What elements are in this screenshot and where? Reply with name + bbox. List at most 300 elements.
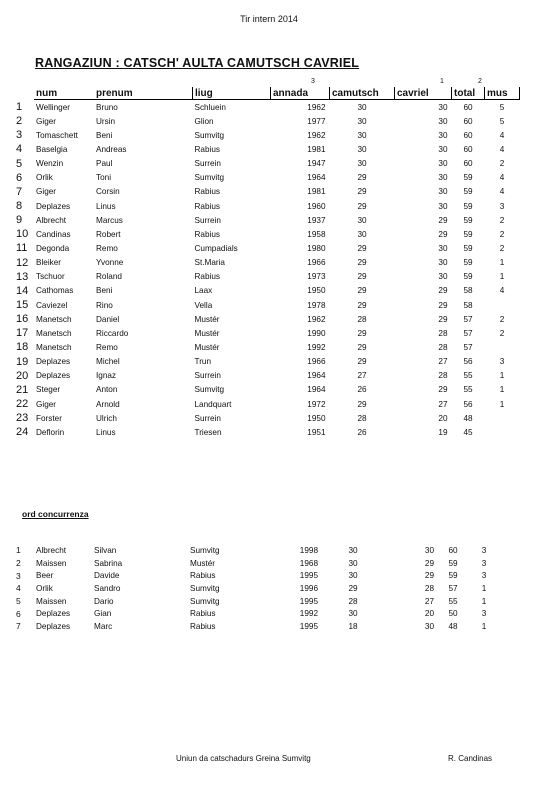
ranking-row <box>16 241 520 255</box>
cell-num: Manetsch <box>36 342 72 352</box>
cell-camutsch: 28 <box>357 314 367 324</box>
cell-rank: 9 <box>16 214 23 227</box>
cell-camutsch: 29 <box>357 399 367 409</box>
cell-total: 48 <box>463 413 473 423</box>
cell-num: Baselgia <box>36 144 68 154</box>
cell-num: Deflorin <box>36 427 65 437</box>
cell-mus <box>485 298 520 312</box>
cell-mus: 2 <box>499 229 505 239</box>
cell-prenum: Linus <box>96 201 116 211</box>
ranking-row <box>16 355 520 369</box>
cell-liug: St.Maria <box>194 258 225 268</box>
cell-num: Maissen <box>36 596 67 606</box>
cell-mus: 2 <box>499 314 505 324</box>
header-prenum: prenum <box>94 87 193 100</box>
cell-annada: 1964 <box>307 173 326 183</box>
cell-total: 60 <box>463 144 473 154</box>
ranking-row <box>16 284 520 298</box>
superscript-total: 1 <box>440 78 444 85</box>
cell-rank: 15 <box>16 299 29 312</box>
cell-annada: 1992 <box>299 609 318 619</box>
cell-camutsch: 29 <box>357 286 367 296</box>
cell-liug: Rabius <box>194 144 220 154</box>
cell-camutsch: 28 <box>348 596 358 606</box>
cell-rank: 7 <box>16 621 21 632</box>
concurrenza-title: ord concurrenza <box>22 509 89 519</box>
cell-liug: Rabius <box>194 201 220 211</box>
cell-cavriel: 30 <box>438 272 448 282</box>
cell-cavriel: 19 <box>438 427 448 437</box>
ranking-table <box>16 87 520 439</box>
cell-liug: Cumpadials <box>194 243 238 253</box>
cell-camutsch: 29 <box>357 258 367 268</box>
cell-rank: 2 <box>16 558 21 569</box>
cell-cavriel: 20 <box>424 609 434 619</box>
cell-prenum: Arnold <box>96 399 120 409</box>
cell-prenum: Ulrich <box>96 413 117 423</box>
cell-total: 56 <box>463 357 473 367</box>
cell-camutsch: 29 <box>348 583 358 593</box>
cell-camutsch: 28 <box>357 413 367 423</box>
cell-num: Wellinger <box>36 102 70 112</box>
cell-camutsch: 29 <box>357 201 367 211</box>
cell-prenum: Remo <box>96 342 118 352</box>
cell-rank: 14 <box>16 284 29 297</box>
cell-num: Manetsch <box>36 328 72 338</box>
cell-mus: 4 <box>499 130 505 140</box>
cell-mus: 4 <box>499 286 505 296</box>
cell-annada: 1990 <box>307 328 326 338</box>
cell-rank: 7 <box>16 185 23 198</box>
ranking-body <box>16 100 520 440</box>
cell-prenum: Ignaz <box>96 371 117 381</box>
cell-annada: 1992 <box>307 342 326 352</box>
cell-cavriel: 30 <box>438 258 448 268</box>
cell-total: 59 <box>463 229 473 239</box>
cell-num: Albrecht <box>36 545 67 555</box>
cell-mus: 3 <box>481 609 487 619</box>
cell-annada: 1995 <box>299 621 318 631</box>
cell-prenum: Paul <box>96 159 113 169</box>
cell-camutsch: 29 <box>357 328 367 338</box>
ranking-row <box>16 100 520 115</box>
cell-num: Maissen <box>36 558 67 568</box>
header-rank-spacer <box>16 87 34 100</box>
cell-liug: Sumvitg <box>194 385 225 395</box>
ranking-row <box>16 227 520 241</box>
cell-mus: 2 <box>499 328 505 338</box>
ranking-header-row <box>16 87 520 100</box>
cell-rank: 8 <box>16 200 23 213</box>
cell-total: 59 <box>463 187 473 197</box>
cell-num: Orlik <box>36 583 53 593</box>
cell-liug: Rabius <box>190 571 216 581</box>
ranking-row <box>16 326 520 340</box>
cell-annada: 1978 <box>307 300 326 310</box>
cell-cavriel: 28 <box>438 371 448 381</box>
cell-prenum: Beni <box>96 286 113 296</box>
cell-rank: 21 <box>16 383 29 396</box>
header-mus: mus <box>485 87 520 100</box>
cell-prenum: Corsin <box>96 187 120 197</box>
cell-mus <box>485 411 520 425</box>
concurrenza-row <box>16 557 500 570</box>
ranking-row <box>16 383 520 397</box>
cell-total: 60 <box>463 130 473 140</box>
cell-total: 55 <box>463 371 473 381</box>
cell-liug: Surrein <box>194 371 221 381</box>
cell-prenum: Remo <box>96 243 118 253</box>
cell-cavriel: 30 <box>438 243 448 253</box>
cell-prenum: Anton <box>96 385 118 395</box>
cell-liug: Vella <box>194 300 213 310</box>
ranking-row <box>16 157 520 171</box>
cell-rank: 20 <box>16 369 29 382</box>
header-total: total <box>452 87 485 100</box>
cell-prenum: Sandro <box>94 583 121 593</box>
cell-mus: 2 <box>499 159 505 169</box>
concurrenza-row <box>16 582 500 595</box>
header-camutsch: camutsch <box>330 87 395 100</box>
cell-total: 58 <box>463 286 473 296</box>
cell-camutsch: 30 <box>348 609 358 619</box>
cell-prenum: Davide <box>94 571 120 581</box>
cell-annada: 1950 <box>307 286 326 296</box>
cell-camutsch: 30 <box>357 102 367 112</box>
cell-prenum: Rino <box>96 300 113 310</box>
cell-cavriel: 29 <box>438 385 448 395</box>
cell-liug: Sumvitg <box>194 130 225 140</box>
ranking-row <box>16 270 520 284</box>
cell-prenum: Bruno <box>96 102 118 112</box>
cell-rank: 3 <box>16 570 21 581</box>
cell-total: 45 <box>463 427 473 437</box>
ranking-row <box>16 128 520 142</box>
cell-num: Deplazes <box>36 201 71 211</box>
cell-cavriel: 30 <box>438 187 448 197</box>
cell-rank: 6 <box>16 608 21 619</box>
cell-rank: 22 <box>16 398 29 411</box>
page-title: RANGAZIUN : CATSCH' AULTA CAMUTSCH CAVRIEL <box>35 56 360 70</box>
cell-mus: 3 <box>499 201 505 211</box>
concurrenza-table <box>16 544 500 633</box>
cell-num: Deplazes <box>36 609 71 619</box>
footer-author: R. Candinas <box>448 754 493 763</box>
cell-mus: 3 <box>499 357 505 367</box>
cell-liug: Sumvitg <box>194 173 225 183</box>
cell-camutsch: 29 <box>357 173 367 183</box>
cell-num: Giger <box>36 399 57 409</box>
cell-rank: 17 <box>16 327 29 340</box>
cell-prenum: Dario <box>94 596 114 606</box>
cell-num: Beer <box>36 571 54 581</box>
cell-annada: 1973 <box>307 272 326 282</box>
cell-cavriel: 30 <box>424 621 434 631</box>
cell-cavriel: 29 <box>438 215 448 225</box>
ranking-row <box>16 425 520 439</box>
cell-camutsch: 30 <box>357 130 367 140</box>
cell-cavriel: 27 <box>424 596 434 606</box>
cell-mus: 1 <box>499 272 505 282</box>
cell-prenum: Michel <box>96 357 120 367</box>
cell-liug: Rabius <box>194 272 220 282</box>
cell-annada: 1962 <box>307 102 326 112</box>
cell-mus: 3 <box>481 558 487 568</box>
cell-total: 57 <box>448 583 458 593</box>
cell-liug: Sumvitg <box>190 596 220 606</box>
cell-rank: 10 <box>16 228 29 241</box>
cell-liug: Triesen <box>194 427 222 437</box>
cell-prenum: Daniel <box>96 314 120 324</box>
cell-prenum: Yvonne <box>96 258 124 268</box>
cell-mus: 5 <box>499 102 505 112</box>
cell-mus: 1 <box>499 399 505 409</box>
cell-mus: 5 <box>499 116 505 126</box>
cell-cavriel: 28 <box>424 583 434 593</box>
ranking-row <box>16 185 520 199</box>
cell-rank: 1 <box>16 100 23 113</box>
cell-cavriel: 20 <box>438 413 448 423</box>
cell-cavriel: 30 <box>438 116 448 126</box>
cell-annada: 1996 <box>299 583 318 593</box>
cell-liug: Mustér <box>194 328 220 338</box>
cell-mus: 1 <box>481 583 487 593</box>
cell-annada: 1950 <box>307 413 326 423</box>
cell-camutsch: 29 <box>357 187 367 197</box>
cell-cavriel: 29 <box>424 558 434 568</box>
ranking-row <box>16 369 520 383</box>
cell-prenum: Gian <box>94 609 112 619</box>
cell-liug: Schluein <box>194 102 226 112</box>
cell-num: Giger <box>36 187 57 197</box>
cell-total: 57 <box>463 328 473 338</box>
cell-camutsch: 29 <box>357 243 367 253</box>
cell-prenum: Silvan <box>94 545 117 555</box>
cell-rank: 23 <box>16 412 29 425</box>
superscript-mus: 2 <box>478 78 482 85</box>
cell-total: 59 <box>463 272 473 282</box>
cell-num: Albrecht <box>36 215 67 225</box>
cell-prenum: Sabrina <box>94 558 123 568</box>
ranking-row <box>16 213 520 227</box>
cell-liug: Trun <box>194 357 212 367</box>
cell-liug: Mustér <box>194 342 220 352</box>
cell-cavriel: 28 <box>438 328 448 338</box>
cell-total: 59 <box>448 558 458 568</box>
cell-cavriel: 30 <box>438 102 448 112</box>
cell-mus <box>485 340 520 354</box>
cell-camutsch: 26 <box>357 385 367 395</box>
cell-mus: 4 <box>499 173 505 183</box>
cell-num: Bleiker <box>36 258 62 268</box>
concurrenza-row <box>16 595 500 608</box>
cell-liug: Rabius <box>194 229 220 239</box>
cell-cavriel: 29 <box>438 286 448 296</box>
ranking-row <box>16 411 520 425</box>
ranking-row <box>16 114 520 128</box>
cell-annada: 1962 <box>307 314 326 324</box>
cell-num: Tomaschett <box>36 130 78 140</box>
cell-liug: Surrein <box>194 215 221 225</box>
cell-total: 55 <box>448 596 458 606</box>
cell-liug: Rabius <box>190 609 216 619</box>
concurrenza-row <box>16 544 500 557</box>
cell-total: 57 <box>463 342 473 352</box>
cell-total: 59 <box>448 571 458 581</box>
cell-camutsch: 27 <box>357 371 367 381</box>
ranking-row <box>16 171 520 185</box>
cell-prenum: Beni <box>96 130 113 140</box>
cell-mus: 1 <box>499 371 505 381</box>
cell-annada: 1966 <box>307 357 326 367</box>
cell-annada: 1981 <box>307 144 326 154</box>
ranking-row <box>16 397 520 411</box>
cell-num: Orlik <box>36 173 53 183</box>
footer-club: Uniun da catschadurs Greina Sumvitg <box>176 754 311 763</box>
cell-mus <box>485 425 520 439</box>
cell-camutsch: 29 <box>357 300 367 310</box>
cell-cavriel: 29 <box>438 300 448 310</box>
cell-annada: 1981 <box>307 187 326 197</box>
cell-cavriel: 29 <box>438 229 448 239</box>
cell-mus: 3 <box>481 571 487 581</box>
cell-annada: 1995 <box>299 596 318 606</box>
cell-camutsch: 30 <box>357 159 367 169</box>
cell-prenum: Marcus <box>96 215 123 225</box>
concurrenza-row <box>16 569 500 582</box>
cell-prenum: Andreas <box>96 144 127 154</box>
cell-num: Deplazes <box>36 371 71 381</box>
cell-num: Degonda <box>36 243 70 253</box>
cell-rank: 4 <box>16 143 23 156</box>
cell-rank: 16 <box>16 313 29 326</box>
cell-liug: Mustér <box>190 558 216 568</box>
cell-liug: Sumvitg <box>190 545 220 555</box>
header-num: num <box>34 87 94 100</box>
concurrenza-row <box>16 620 500 633</box>
cell-annada: 1998 <box>299 545 318 555</box>
cell-camutsch: 30 <box>348 571 358 581</box>
ranking-row <box>16 199 520 213</box>
cell-mus: 1 <box>481 596 487 606</box>
cell-camutsch: 30 <box>348 558 358 568</box>
cell-annada: 1968 <box>299 558 318 568</box>
cell-rank: 11 <box>16 242 28 255</box>
header-annada: annada <box>271 87 330 100</box>
cell-rank: 13 <box>16 270 29 283</box>
cell-num: Forster <box>36 413 62 423</box>
cell-total: 56 <box>463 399 473 409</box>
cell-num: Cathomas <box>36 286 74 296</box>
cell-camutsch: 30 <box>357 144 367 154</box>
cell-rank: 19 <box>16 355 29 368</box>
cell-prenum: Robert <box>96 229 121 239</box>
cell-prenum: Marc <box>94 621 113 631</box>
cell-total: 59 <box>463 215 473 225</box>
cell-mus: 3 <box>481 545 487 555</box>
cell-total: 48 <box>448 621 458 631</box>
cell-prenum: Riccardo <box>96 328 129 338</box>
header-liug: liug <box>193 87 271 100</box>
cell-total: 60 <box>463 102 473 112</box>
cell-num: Candinas <box>36 229 71 239</box>
cell-camutsch: 30 <box>348 545 358 555</box>
cell-camutsch: 26 <box>357 427 367 437</box>
cell-annada: 1966 <box>307 258 326 268</box>
cell-rank: 5 <box>16 596 21 607</box>
cell-rank: 12 <box>16 256 29 269</box>
cell-liug: Rabius <box>190 621 216 631</box>
cell-total: 55 <box>463 385 473 395</box>
cell-annada: 1995 <box>299 571 318 581</box>
cell-prenum: Toni <box>96 173 112 183</box>
cell-annada: 1958 <box>307 229 326 239</box>
cell-num: Steger <box>36 385 61 395</box>
cell-cavriel: 30 <box>438 201 448 211</box>
cell-camutsch: 29 <box>357 342 367 352</box>
cell-total: 59 <box>463 173 473 183</box>
cell-mus: 1 <box>481 621 487 631</box>
cell-cavriel: 28 <box>438 342 448 352</box>
ranking-row <box>16 256 520 270</box>
cell-cavriel: 27 <box>438 357 448 367</box>
cell-num: Caviezel <box>36 300 68 310</box>
cell-liug: Glion <box>194 116 214 126</box>
cell-annada: 1937 <box>307 215 326 225</box>
cell-annada: 1962 <box>307 130 326 140</box>
cell-rank: 4 <box>16 583 21 594</box>
concurrenza-row <box>16 607 500 620</box>
cell-cavriel: 30 <box>438 159 448 169</box>
ranking-row <box>16 312 520 326</box>
cell-total: 60 <box>448 545 458 555</box>
cell-rank: 24 <box>16 426 29 439</box>
cell-cavriel: 30 <box>424 545 434 555</box>
cell-annada: 1964 <box>307 385 326 395</box>
header-cavriel: cavriel <box>395 87 452 100</box>
cell-num: Tschuor <box>36 272 65 282</box>
document-header: Tir intern 2014 <box>240 14 298 24</box>
cell-annada: 1977 <box>307 116 326 126</box>
cell-total: 60 <box>463 116 473 126</box>
cell-annada: 1947 <box>307 159 326 169</box>
cell-rank: 5 <box>16 157 23 170</box>
cell-camutsch: 29 <box>357 357 367 367</box>
cell-prenum: Linus <box>96 427 116 437</box>
superscript-annada: 3 <box>311 78 315 85</box>
ranking-row <box>16 298 520 312</box>
cell-rank: 2 <box>16 115 23 128</box>
concurrenza-body <box>16 544 500 633</box>
cell-camutsch: 18 <box>348 621 358 631</box>
cell-total: 50 <box>448 609 458 619</box>
cell-liug: Sumvitg <box>190 583 220 593</box>
cell-mus: 4 <box>499 144 505 154</box>
cell-num: Manetsch <box>36 314 72 324</box>
ranking-row <box>16 142 520 156</box>
cell-mus: 4 <box>499 187 505 197</box>
cell-camutsch: 30 <box>357 116 367 126</box>
cell-rank: 1 <box>16 545 21 556</box>
cell-liug: Surrein <box>194 159 221 169</box>
cell-total: 58 <box>463 300 473 310</box>
cell-camutsch: 30 <box>357 215 367 225</box>
cell-liug: Landquart <box>194 399 232 409</box>
cell-cavriel: 27 <box>438 399 448 409</box>
cell-rank: 3 <box>16 129 23 142</box>
cell-cavriel: 30 <box>438 173 448 183</box>
cell-num: Wenzin <box>36 159 64 169</box>
